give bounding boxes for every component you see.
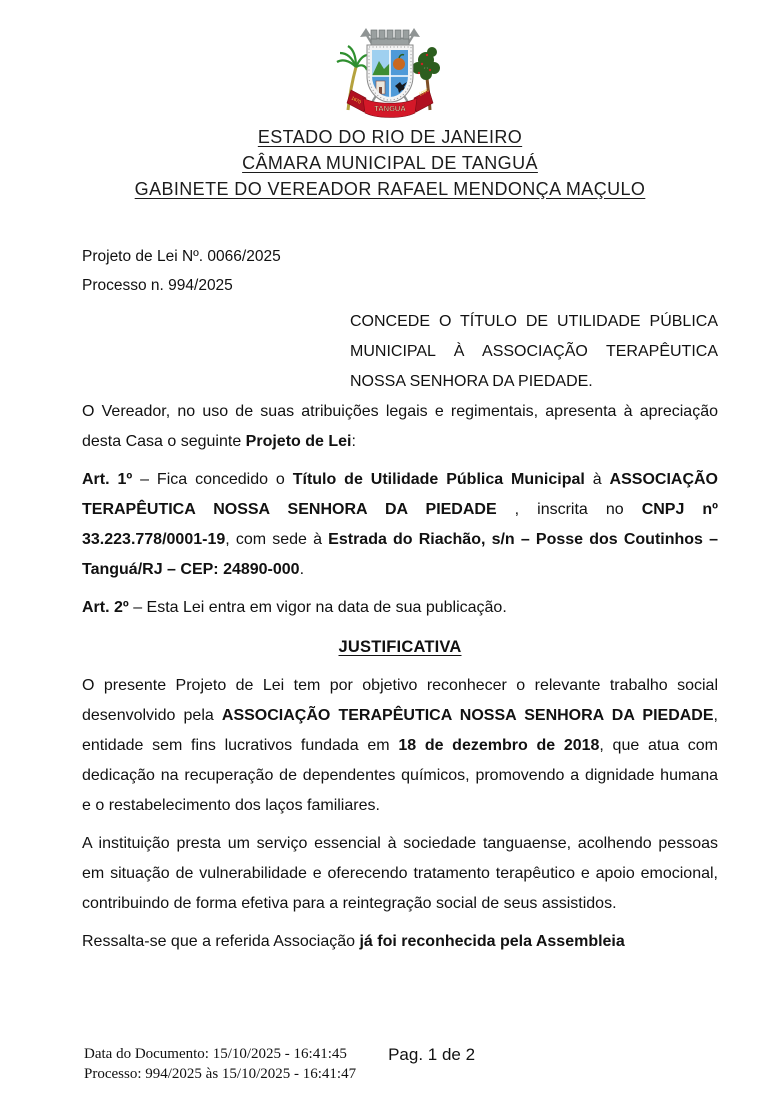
text-run-bold: já foi reconhecida pela Assembleia (359, 933, 625, 950)
text-run-bold: CNPJ nº 33.223.778/0001-19 (82, 501, 719, 548)
footer-metadata (84, 1044, 356, 1084)
text-run-bold: Art. 1º (82, 471, 133, 488)
paragraph-justification-3 (82, 927, 718, 957)
ribbon-year-right: 1995 (418, 87, 430, 97)
text-run-bold: 18 de dezembro de 2018 (398, 737, 600, 754)
text-run: , com sede à (225, 531, 329, 548)
text-run: A instituição presta um serviço essencial à sociedade tanguaense, acolhendo pessoas em situação de vulnerabilidade e oferecendo tratamento terapêutico e apoio emocional, contribuindo de forma efetiva para a reintegração social de seus assistidos. (82, 835, 718, 912)
paragraph-preamble (82, 397, 718, 457)
header-state-line: ESTADO DO RIO DE JANEIRO (257, 127, 523, 147)
text-run: , entidade sem fins lucrativos fundada em (82, 707, 718, 754)
text-run-bold: Projeto de Lei (245, 433, 352, 450)
shield-icon (367, 45, 413, 102)
ribbon-city-name: TANGUÁ (374, 104, 406, 113)
text-run: à (584, 471, 610, 488)
paragraph-justification-1 (82, 671, 718, 821)
document-header (0, 0, 780, 202)
tangua-coat-of-arms-icon (335, 26, 445, 118)
footer-document-date: Data do Documento: 15/10/2025 - 16:41:45 (84, 1046, 347, 1062)
text-run: – Esta Lei entra em vigor na data de sua publicação. (128, 599, 507, 616)
justification-title: JUSTIFICATIVA (338, 638, 462, 656)
header-chamber-line: CÂMARA MUNICIPAL DE TANGUÁ (242, 153, 538, 173)
text-run-bold: Título de Utilidade Pública Municipal (292, 471, 585, 488)
text-run: : (351, 433, 356, 450)
text-run-bold: ASSOCIAÇÃO TERAPÊUTICA NOSSA SENHORA DA PIEDADE (221, 707, 714, 724)
text-run: , que atua com dedicação na recuperação de dependentes químicos, promovendo a dignidade humana e o restabelecimento dos laços familiares. (82, 737, 719, 814)
text-run-bold: Art. 2º (82, 599, 129, 616)
paragraph-justification-2 (82, 829, 718, 919)
ribbon-year-left: 1670 (350, 95, 362, 105)
text-run: Ressalta-se que a referida Associação (82, 933, 360, 950)
document-body (0, 248, 780, 957)
text-run: – Fica concedido o (132, 471, 293, 488)
footer-process-stamp: Processo: 994/2025 às 15/10/2025 - 16:41:47 (84, 1066, 357, 1082)
paragraph-article-2 (82, 593, 718, 623)
text-run-bold: Estrada do Riachão, s/n – Posse dos Coutinhos – Tanguá/RJ – CEP: 24890-000 (82, 531, 718, 578)
text-run: O Vereador, no uso de suas atribuições legais e regimentais, apresenta à apreciação desta Casa o seguinte (82, 403, 718, 450)
text-run: . (299, 561, 305, 578)
project-number: Projeto de Lei Nº. 0066/2025 (82, 248, 281, 265)
text-run: , inscrita no (496, 501, 642, 518)
text-run-bold: ASSOCIAÇÃO TERAPÊUTICA NOSSA SENHORA DA PIEDADE (82, 471, 718, 518)
page-indicator: Pag. 1 de 2 (388, 1045, 476, 1064)
mural-crown-icon (371, 30, 409, 46)
process-number: Processo n. 994/2025 (82, 277, 233, 294)
document-footer (84, 1044, 718, 1084)
header-office-line: GABINETE DO VEREADOR RAFAEL MENDONÇA MAÇULO (134, 179, 646, 199)
paragraph-article-1 (82, 465, 718, 585)
epigraph: CONCEDE O TÍTULO DE UTILIDADE PÚBLICA MUNICIPAL À ASSOCIAÇÃO TERAPÊUTICA NOSSA SENHORA DA PIEDADE. (350, 313, 718, 390)
text-run: O presente Projeto de Lei tem por objetivo reconhecer o relevante trabalho social desenvolvido pela (82, 677, 718, 724)
